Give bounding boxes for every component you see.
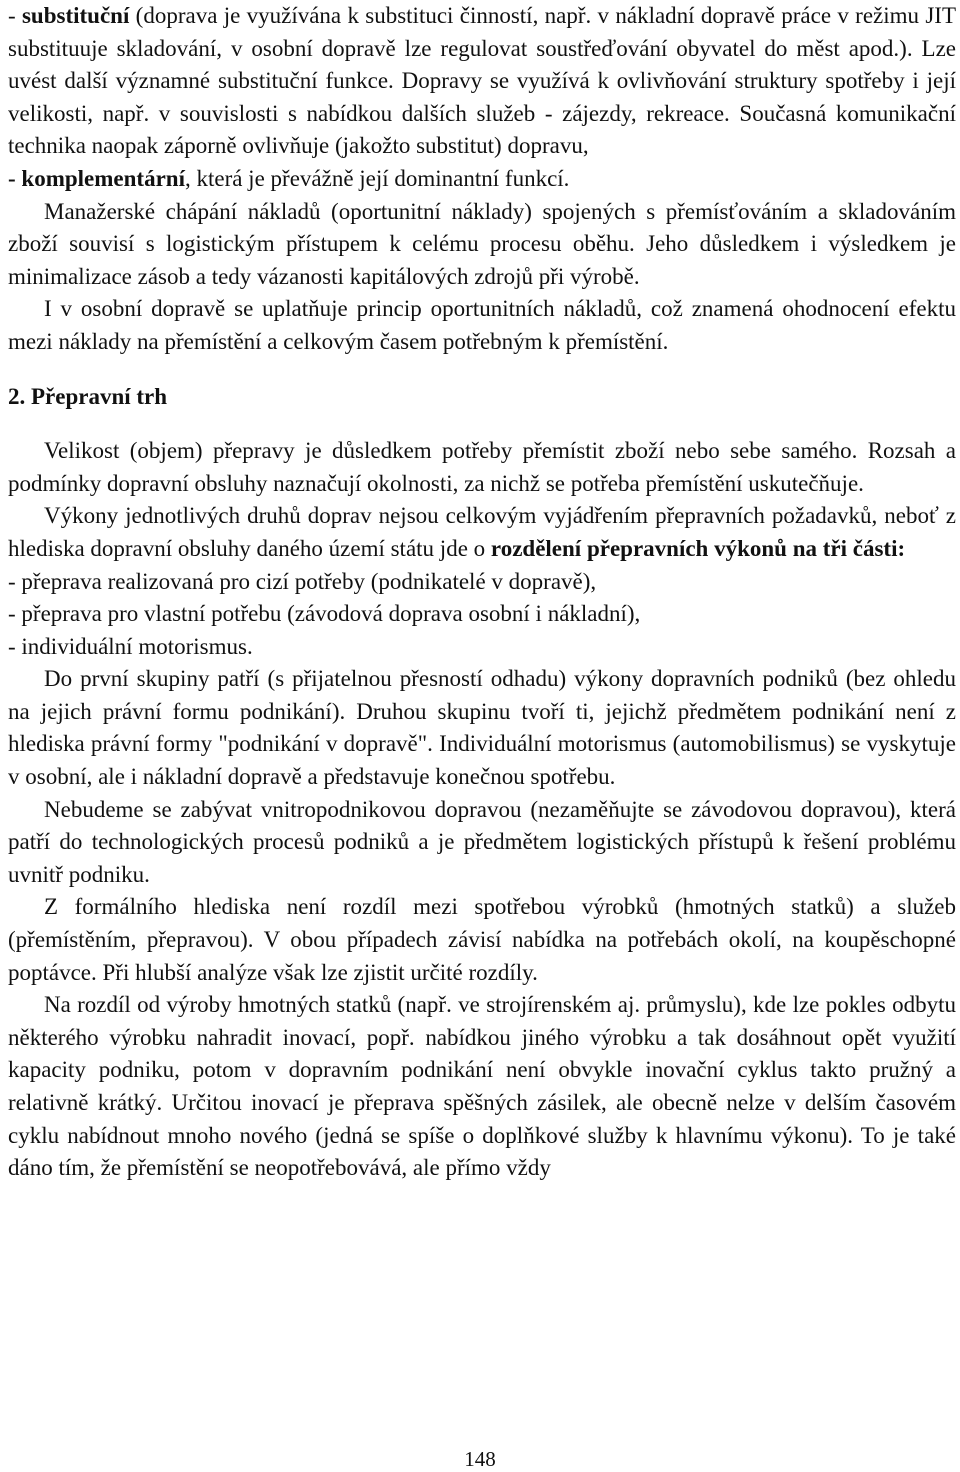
paragraph-difference: Na rozdíl od výroby hmotných statků (např. ve strojírenském aj. průmyslu), kde lze pokles odbytu některého výrobku nahradit inovací, popř. nabídkou jiného výrobku a tak dosáhnout opět využití kapacity podniku, potom v dopravním podnikání není obvykle inovační cyklus takto pružný a relativně krátký. Určitou inovací je přeprava spěšných zásilek, ale obecně nelze v delším časovém cyklu nabídnout mnoho nového (jedná se spíše o doplňkové služby k hlavnímu výkonu). To je také dáno tím, že přemístění se neopotřebovává, ale přímo vždy	[8, 992, 956, 1181]
bullet-dash: -	[8, 3, 22, 28]
paragraph-volume: Velikost (objem) přepravy je důsledkem potřeby přemístit zboží nebo sebe samého. Rozsah a podmínky dopravní obsluhy naznačují okolnosti, za nichž se potřeba přemístění uskutečňuje.	[8, 438, 956, 496]
bullet-term-komplementarni: - komplementární	[8, 165, 185, 191]
paragraph-text: Výkony jednotlivých druhů doprav nejsou celkovým vyjádřením přepravních požadavků, neboť z hlediska dopravní obsluhy daného území státu jde o	[8, 503, 956, 561]
list-item: - individuální motorismus.	[8, 633, 253, 659]
paragraph-groups: Do první skupiny patří (s přijatelnou přesností odhadu) výkony dopravních podniků (bez ohledu na jejich právní formu podnikání). Druhou skupinu tvoří ti, jejichž předmětem podnikání není z hlediska právní formy "podnikání v dopravě". Individuální motorismus (automobilismus) se vyskytuje v osobní, ale i nákladní dopravě a představuje konečnou spotřebu.	[8, 666, 956, 790]
document-page	[8, 0, 956, 1185]
bullet-term-substitucni: substituční	[21, 3, 130, 28]
paragraph-internal-transport: Nebudeme se zabývat vnitropodnikovou dopravou (nezaměňujte se závodovou dopravou), která patří do technologických procesů podniků a je předmětem logistických přístupů k řešení problému uvnitř podniku.	[8, 796, 956, 887]
paragraph-outputs	[8, 500, 956, 565]
section-heading: 2. Přepravní trh	[8, 383, 168, 409]
paragraph-manager: Manažerské chápání nákladů (oportunitní náklady) spojených s přemísťováním a skladováním zboží souvisí s logistickým přístupem k celému procesu oběhu. Jeho důsledkem i výsledkem je minimalizace zásob a tedy vázanosti kapitálových zdrojů při výrobě.	[8, 198, 956, 289]
substitution-bullet	[8, 0, 956, 163]
paragraph-personal-transport: I v osobní dopravě se uplatňuje princip oportunitních nákladů, což znamená ohodnocení efektu mezi náklady na přemístění a celkovým časem potřebným k přemístění.	[8, 296, 956, 354]
bullet-text: , která je převážně její dominantní funkcí.	[184, 165, 570, 191]
paragraph-formal: Z formálního hlediska není rozdíl mezi spotřebou výrobků (hmotných statků) a služeb (přemístěním, přepravou). V obou případech závisí nabídka na potřebách okolí, na koupěschopné poptávce. Při hlubší analýze však lze zjistit určité rozdíly.	[8, 894, 956, 985]
list-item: - přeprava realizovaná pro cizí potřeby (podnikatelé v dopravě),	[8, 568, 597, 594]
list-item: - přeprava pro vlastní potřebu (závodová doprava osobní i nákladní),	[8, 601, 641, 627]
bullet-text: (doprava je využívána k substituci činností, např. v nákladní dopravě práce v režimu JIT substituuje skladování, v osobní dopravě lze regulovat soustřeďování obyvatel do měst apod.). Lze uvést další významné substituční funkce. Dopravy se využívá k ovlivňování struktury spotřeby i její velikosti, např. v souvislosti s nabídkou dalších služeb - zájezdy, rekreace. Současná komunikační technika naopak záporně ovlivňuje (jakožto substitut) dopravu,	[8, 3, 956, 159]
page-number: 148	[464, 1447, 496, 1471]
complementary-bullet	[8, 163, 956, 196]
emphasis-text: rozdělení přepravních výkonů na tři části:	[490, 535, 906, 561]
